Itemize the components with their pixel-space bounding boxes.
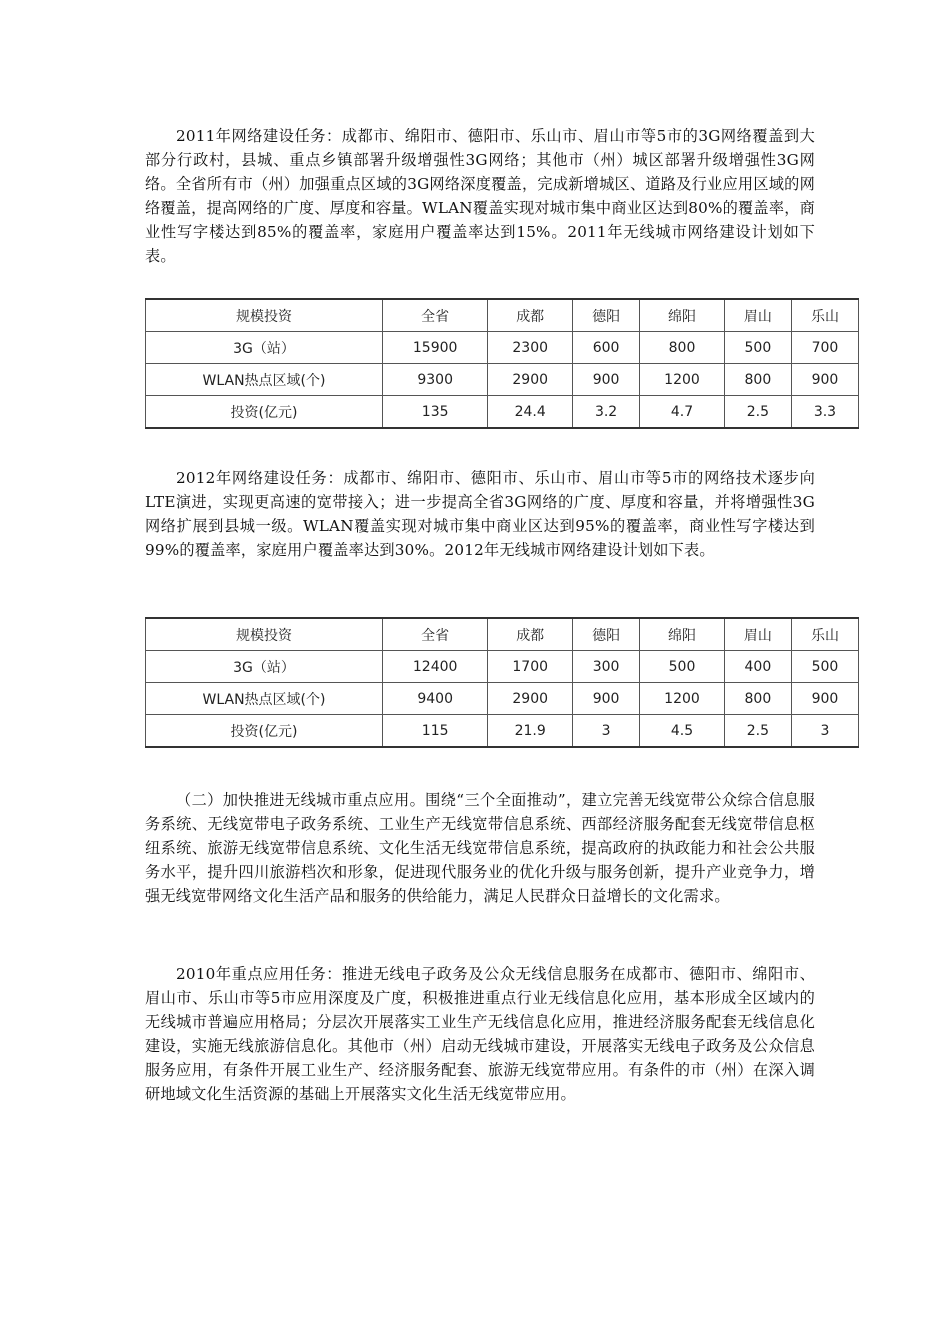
header-cell: 绵阳 bbox=[640, 299, 725, 332]
header-cell: 眉山 bbox=[724, 618, 791, 651]
table-cell: 24.4 bbox=[488, 396, 573, 429]
table-cell: 900 bbox=[791, 683, 858, 715]
header-cell: 眉山 bbox=[724, 299, 791, 332]
table-cell: 700 bbox=[791, 332, 858, 364]
table-cell: 300 bbox=[573, 651, 640, 683]
table-cell: 2.5 bbox=[724, 715, 791, 748]
header-cell: 全省 bbox=[383, 299, 488, 332]
table-cell: 2300 bbox=[488, 332, 573, 364]
table-cell: 12400 bbox=[383, 651, 488, 683]
table-cell: 21.9 bbox=[488, 715, 573, 748]
table-cell: 1200 bbox=[640, 364, 725, 396]
table-row bbox=[146, 364, 859, 396]
header-cell: 规模投资 bbox=[146, 618, 383, 651]
table-cell: 800 bbox=[640, 332, 725, 364]
table-2011-plan bbox=[145, 298, 859, 429]
table-cell: 2900 bbox=[488, 364, 573, 396]
table-cell: 4.5 bbox=[640, 715, 725, 748]
header-cell: 成都 bbox=[488, 299, 573, 332]
row-label: WLAN热点区域(个) bbox=[146, 364, 383, 396]
header-cell: 绵阳 bbox=[640, 618, 725, 651]
table-cell: 4.7 bbox=[640, 396, 725, 429]
table-cell: 600 bbox=[573, 332, 640, 364]
header-cell: 德阳 bbox=[573, 618, 640, 651]
table-cell: 800 bbox=[724, 683, 791, 715]
row-label: 投资(亿元) bbox=[146, 396, 383, 429]
table-cell: 1200 bbox=[640, 683, 725, 715]
table-row bbox=[146, 715, 859, 748]
table-row bbox=[146, 683, 859, 715]
table-cell: 2.5 bbox=[724, 396, 791, 429]
table-row bbox=[146, 396, 859, 429]
table-cell: 3 bbox=[791, 715, 858, 748]
table-cell: 9300 bbox=[383, 364, 488, 396]
table-row bbox=[146, 332, 859, 364]
table-cell: 1700 bbox=[488, 651, 573, 683]
row-label: WLAN热点区域(个) bbox=[146, 683, 383, 715]
paragraph-key-applications: （二）加快推进无线城市重点应用。围绕“三个全面推动”，建立完善无线宽带公众综合信息服务系统、无线宽带电子政务系统、工业生产无线宽带信息系统、西部经济服务配套无线宽带信息枢纽系统、旅游无线宽带信息系统、文化生活无线宽带信息系统，提高政府的执政能力和社会公共服务水平，提升四川旅游档次和形象，促进现代服务业的优化升级与服务创新，提升产业竞争力，增强无线宽带网络文化生活产品和服务的供给能力，满足人民群众日益增长的文化需求。 bbox=[145, 791, 815, 905]
table-cell: 900 bbox=[791, 364, 858, 396]
header-cell: 全省 bbox=[383, 618, 488, 651]
header-cell: 德阳 bbox=[573, 299, 640, 332]
table-cell: 500 bbox=[640, 651, 725, 683]
table-row bbox=[146, 651, 859, 683]
header-cell: 成都 bbox=[488, 618, 573, 651]
header-cell: 乐山 bbox=[791, 299, 858, 332]
table-header-row bbox=[146, 299, 859, 332]
table-cell: 900 bbox=[573, 364, 640, 396]
table-header-row bbox=[146, 618, 859, 651]
table-2012-plan bbox=[145, 617, 859, 748]
table-cell: 115 bbox=[383, 715, 488, 748]
table-cell: 3.3 bbox=[791, 396, 858, 429]
table-cell: 15900 bbox=[383, 332, 488, 364]
paragraph-2011-network-tasks: 2011年网络建设任务：成都市、绵阳市、德阳市、乐山市、眉山市等5市的3G网络覆盖到大部分行政村，县城、重点乡镇部署升级增强性3G网络；其他市（州）城区部署升级增强性3G网络。全省所有市（州）加强重点区域的3G网络深度覆盖，完成新增城区、道路及行业应用区域的网络覆盖，提高网络的广度、厚度和容量。WLAN覆盖实现对城市集中商业区达到80%的覆盖率，商业性写字楼达到85%的覆盖率，家庭用户覆盖率达到15%。2011年无线城市网络建设计划如下表。 bbox=[145, 127, 815, 265]
row-label: 3G（站） bbox=[146, 651, 383, 683]
table-cell: 800 bbox=[724, 364, 791, 396]
table-cell: 500 bbox=[724, 332, 791, 364]
table-cell: 900 bbox=[573, 683, 640, 715]
table-cell: 2900 bbox=[488, 683, 573, 715]
table-cell: 400 bbox=[724, 651, 791, 683]
table-cell: 9400 bbox=[383, 683, 488, 715]
paragraph-2012-network-tasks: 2012年网络建设任务：成都市、绵阳市、德阳市、乐山市、眉山市等5市的网络技术逐步向LTE演进，实现更高速的宽带接入；进一步提高全省3G网络的广度、厚度和容量，并将增强性3G网络扩展到县城一级。WLAN覆盖实现对城市集中商业区达到95%的覆盖率，商业性写字楼达到99%的覆盖率，家庭用户覆盖率达到30%。2012年无线城市网络建设计划如下表。 bbox=[145, 469, 815, 559]
table-cell: 135 bbox=[383, 396, 488, 429]
paragraph-2010-application-tasks: 2010年重点应用任务：推进无线电子政务及公众无线信息服务在成都市、德阳市、绵阳市、眉山市、乐山市等5市应用深度及广度，积极推进重点行业无线信息化应用，基本形成全区域内的无线城市普遍应用格局；分层次开展落实工业生产无线信息化应用，推进经济服务配套无线信息化建设，实施无线旅游信息化。其他市（州）启动无线城市建设，开展落实无线电子政务及公众信息服务应用，有条件开展工业生产、经济服务配套、旅游无线宽带应用。有条件的市（州）在深入调研地域文化生活资源的基础上开展落实文化生活无线宽带应用。 bbox=[145, 965, 815, 1103]
row-label: 3G（站） bbox=[146, 332, 383, 364]
table-cell: 3.2 bbox=[573, 396, 640, 429]
table-cell: 500 bbox=[791, 651, 858, 683]
header-cell: 规模投资 bbox=[146, 299, 383, 332]
table-cell: 3 bbox=[573, 715, 640, 748]
row-label: 投资(亿元) bbox=[146, 715, 383, 748]
header-cell: 乐山 bbox=[791, 618, 858, 651]
